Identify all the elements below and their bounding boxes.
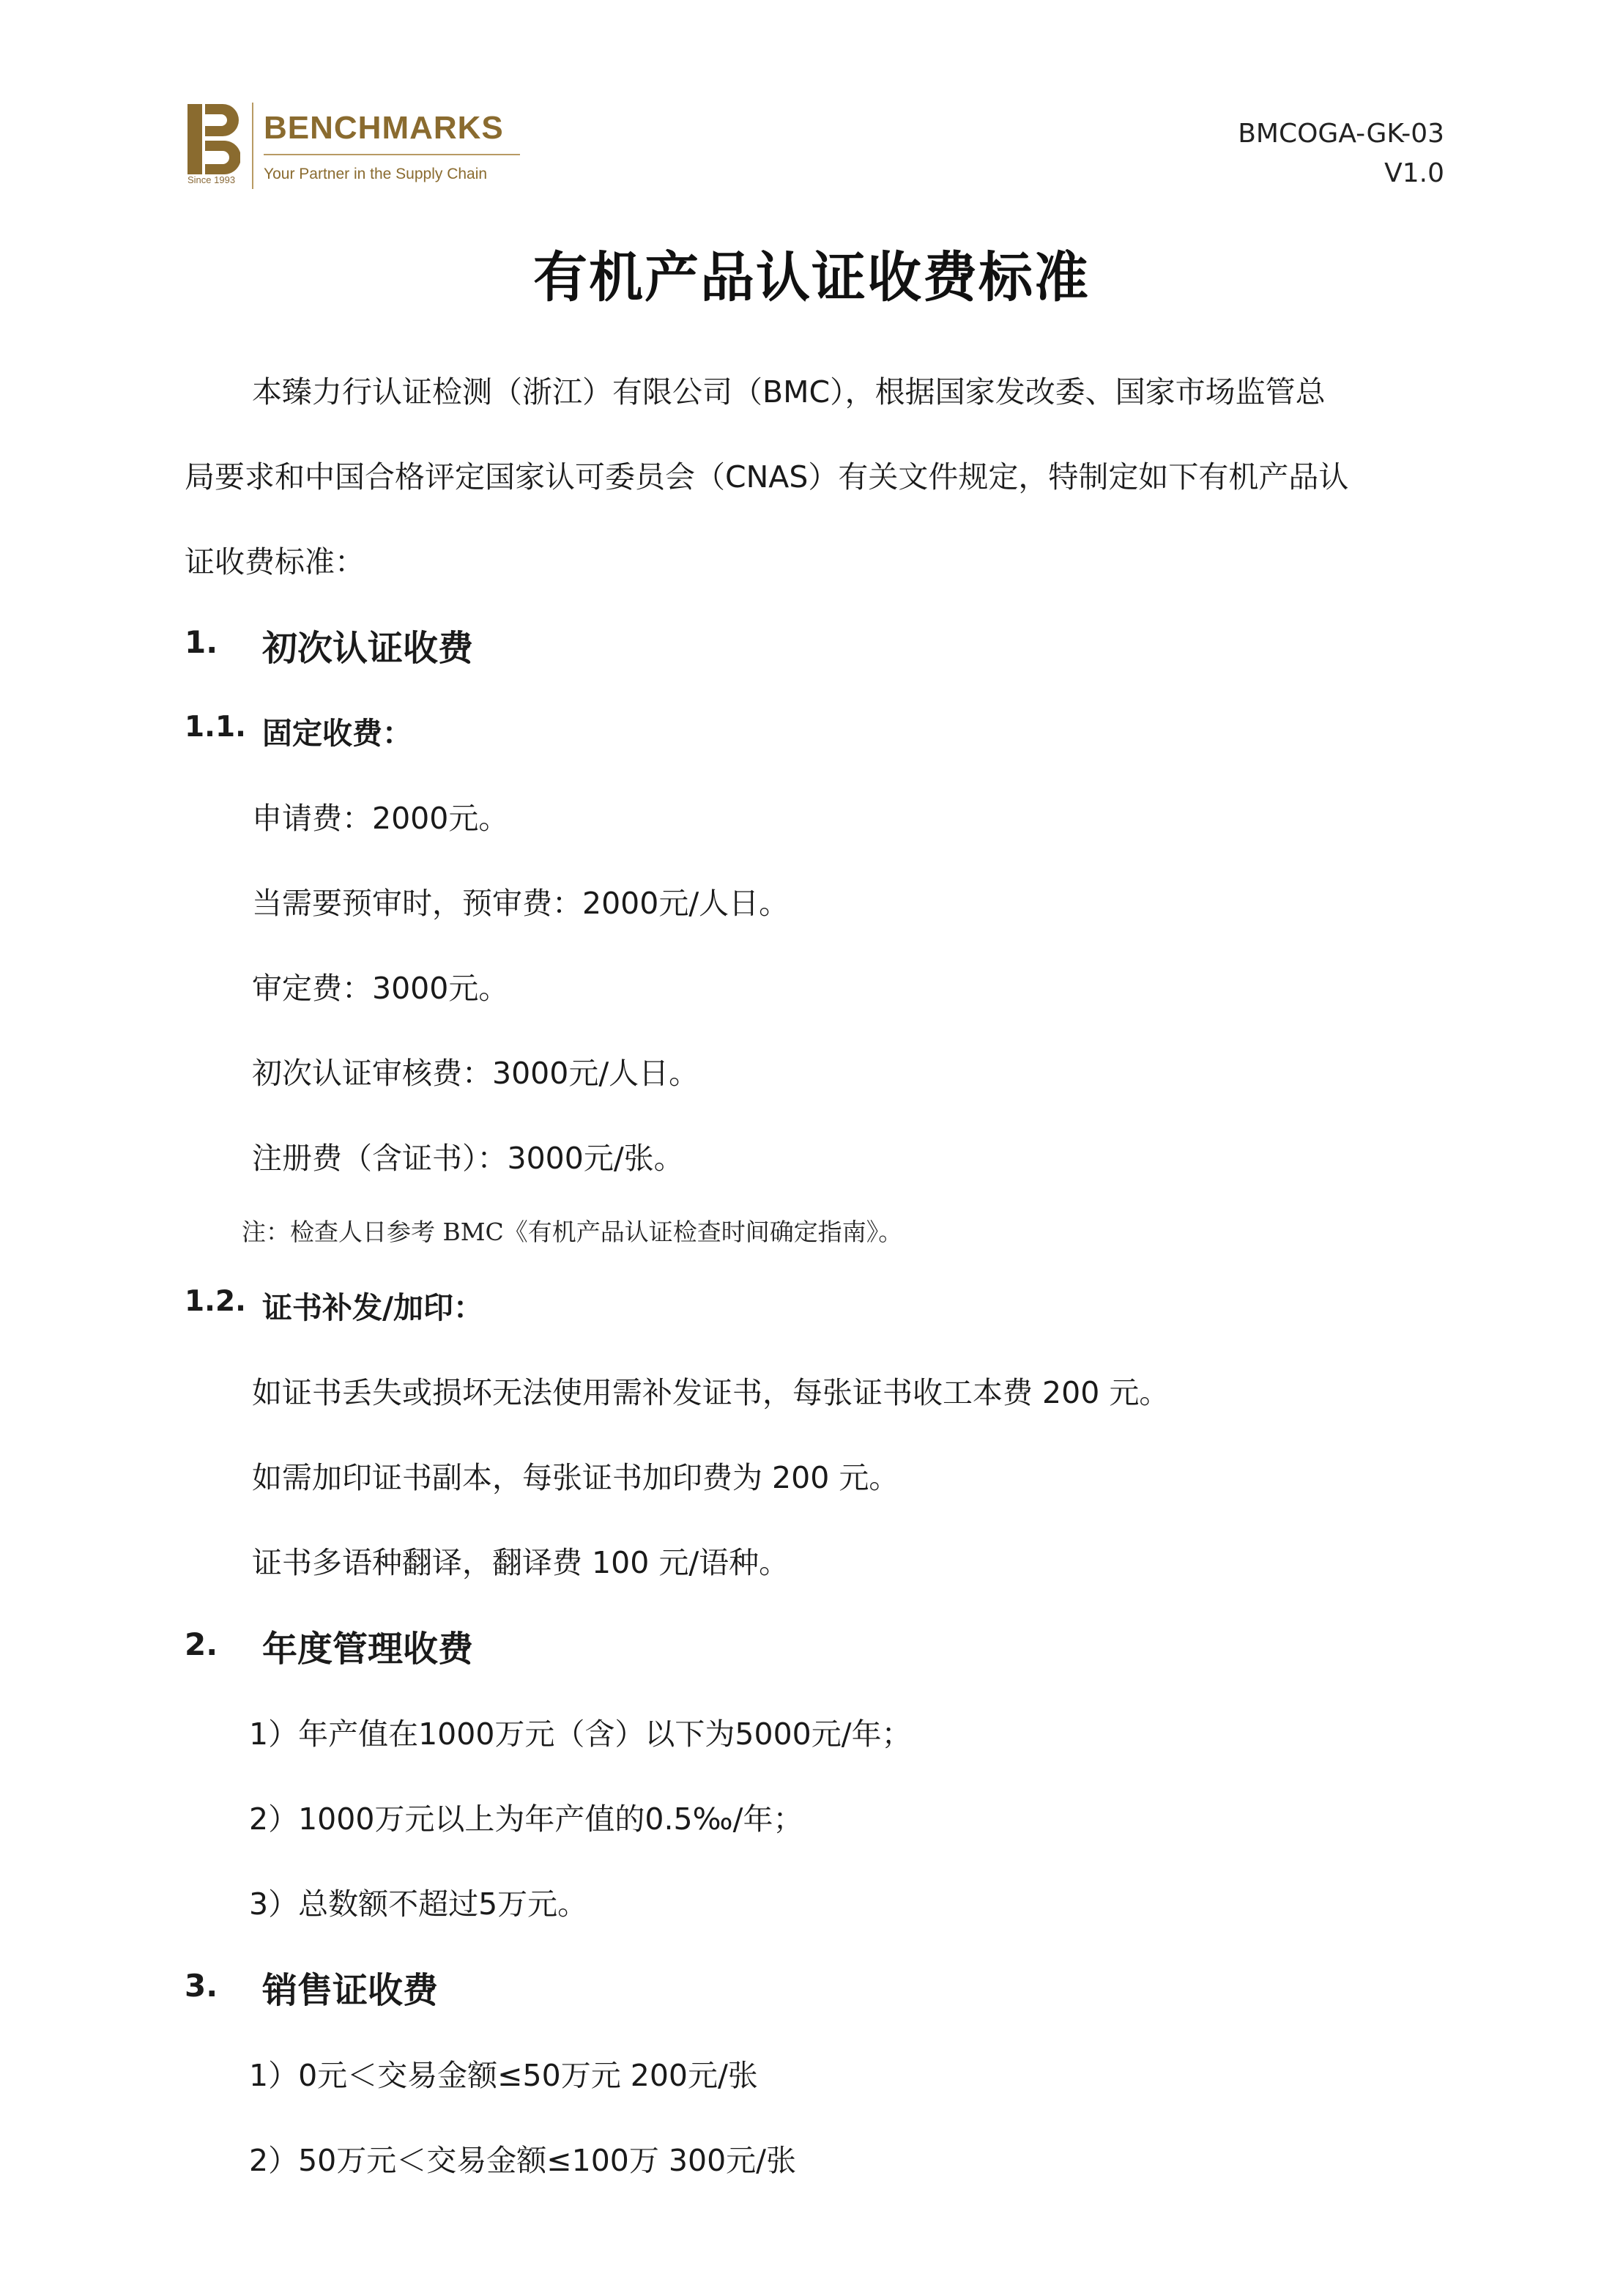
sales-cert-item-1: 1）0元＜交易金额≤50万元 200元/张 xyxy=(249,2058,758,2093)
copy-item: 如需加印证书副本，每张证书加印费为 200 元。 xyxy=(252,1460,899,1495)
annual-fee-item-2: 2）1000万元以上为年产值的0.5‰/年； xyxy=(249,1801,803,1837)
section-1-number: 1. xyxy=(185,624,218,660)
logo-divider xyxy=(252,103,253,189)
section-3-heading: 销售证收费 xyxy=(262,1970,439,2011)
logo-rule xyxy=(264,154,520,155)
benchmarks-logo-icon xyxy=(187,104,240,174)
translation-item: 证书多语种翻译，翻译费 100 元/语种。 xyxy=(252,1545,790,1580)
logo-tagline: Your Partner in the Supply Chain xyxy=(264,166,488,182)
section-1-1-number: 1.1. xyxy=(185,711,246,744)
company-logo xyxy=(187,101,524,190)
annual-fee-item-3: 3）总数额不超过5万元。 xyxy=(249,1886,588,1922)
intro-line-3: 证收费标准： xyxy=(185,544,365,579)
fee-note: 注：检查人日参考 BMC《有机产品认证检查时间确定指南》。 xyxy=(242,1218,903,1246)
section-1-2-number: 1.2. xyxy=(185,1285,246,1318)
logo-name: BENCHMARKS xyxy=(264,110,504,146)
section-3-number: 3. xyxy=(185,1968,218,2004)
fee-item-review: 审定费：3000元。 xyxy=(252,971,509,1006)
section-1-2-heading: 证书补发/加印： xyxy=(262,1290,483,1325)
sales-cert-item-2: 2）50万元＜交易金额≤100万 300元/张 xyxy=(249,2143,796,2178)
document-version: V1.0 xyxy=(1384,158,1444,188)
page-title: 有机产品认证收费标准 xyxy=(533,246,1090,309)
fee-item-preaudit: 当需要预审时，预审费：2000元/人日。 xyxy=(252,886,790,921)
fee-item-registration: 注册费（含证书）：3000元/张。 xyxy=(252,1141,684,1176)
section-1-1-heading: 固定收费： xyxy=(262,716,412,751)
intro-line-2: 局要求和中国合格评定国家认可委员会（CNAS）有关文件规定，特制定如下有机产品认 xyxy=(185,459,1349,495)
section-2-number: 2. xyxy=(185,1626,218,1662)
section-1-heading: 初次认证收费 xyxy=(262,628,474,669)
document-code: BMCOGA-GK-03 xyxy=(1238,119,1444,149)
reissue-item: 如证书丢失或损坏无法使用需补发证书，每张证书收工本费 200 元。 xyxy=(252,1375,1170,1410)
fee-item-application: 申请费：2000元。 xyxy=(252,801,509,836)
annual-fee-item-1: 1）年产值在1000万元（含）以下为5000元/年； xyxy=(249,1717,912,1752)
intro-line-1: 本臻力行认证检测（浙江）有限公司（BMC），根据国家发改委、国家市场监管总 xyxy=(252,374,1326,410)
logo-since-text: Since 1993 xyxy=(187,174,236,185)
fee-item-initial-audit: 初次认证审核费：3000元/人日。 xyxy=(252,1056,699,1091)
section-2-heading: 年度管理收费 xyxy=(262,1629,474,1670)
